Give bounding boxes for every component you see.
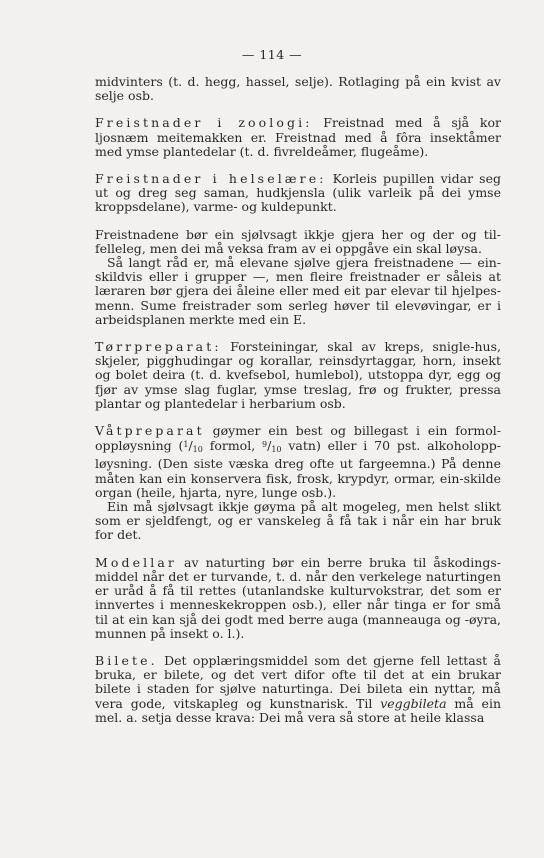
- paragraph-text: Freistnadene bør ein sjølvsagt ikkje gjera her og der og til-felleleg, men dei må veksa fram av ei oppgåve ein skal løysa.: [95, 226, 501, 256]
- spaced-heading-helselaere: Freistnader i helselære:: [95, 171, 327, 187]
- italic-term-veggbileta: veggbileta: [380, 695, 447, 711]
- paragraph-freistnadene: [95, 228, 501, 256]
- fraction-denominator: 10: [192, 445, 203, 455]
- paragraph-elevane: [95, 256, 501, 327]
- paragraph-text: midvinters (t. d. hegg, hassel, selje). Rotlaging på ein kvist av selje osb.: [95, 74, 501, 104]
- paragraph-text: Korleis pupillen vidar seg ut og dreg seg saman, hudkjensla (ulik varleik på dei ymse kroppsdelane), varme- og kuldepunkt.: [95, 171, 501, 215]
- paragraph-text: gøymer ein best og billegast i ein formol-oppløysning (: [95, 423, 501, 454]
- paragraph-torrpreparat: [95, 340, 501, 411]
- spaced-heading-bilete: Bilete.: [95, 652, 158, 668]
- paragraph-text: Freistnad med å sjå kor ljosnæm meitemakken er. Freistnad med å fôra insektåmer med ymse plantedelar (t. d. fivreldeåmer, flugeåme).: [95, 115, 501, 159]
- paragraph-rotlaging: [95, 75, 501, 103]
- paragraph-text: Ein må sjølvsagt ikkje gøyma på alt mogeleg, men helst slikt som er sjeldfengt, og er vanskeleg å få tak i når ein har bruk for det.: [95, 499, 501, 543]
- paragraph-text: vatn) eller i 70 pst. alkoholopp-løysning. (Den siste væska dreg ofte ut fargeemna.) På denne måten kan ein konservera fisk, frosk, krypdyr, ormar, ein-skilde organ (heile, hjarta, nyre, lunge osb.).: [95, 438, 502, 500]
- fraction-numerator: 9: [262, 440, 268, 450]
- paragraph-gøyma: [95, 500, 501, 543]
- paragraph-text: Det opplæringsmiddel som det gjerne fell lettast å bruka, er bilete, og det vert difor ofte til det at ein brukar bilete i staden for sjølve naturtinga. Dei bileta ein nyttar, må vera gode, vitskapleg og kunstnarisk. Til: [95, 652, 501, 711]
- paragraph-helselaere: [95, 172, 501, 215]
- spaced-heading-zoologi: Freistnader i zoologi:: [95, 115, 313, 131]
- paragraph-text: Så langt råd er, må elevane sjølve gjera freistnadene — ein-skildvis eller i grupper —, men fleire freistnader er såleis at læraren bør gjera dei åleine eller med eit par elevar til hjelpes-menn. Sume freistrader som serleg høver til elevøvingar, er i arbeidsplanen merkte med ein E.: [95, 255, 501, 327]
- paragraph-text: må ein mel. a. setja desse krava: Dei må vera så store at heile klassa: [95, 695, 501, 725]
- paragraph-vatpreparat: Våtpreparat gøymer ein best og billegast i ein formol-oppløysning ($^1$/10 formol, $^9$/10 vatn) eller i 70 pst. alkoholopp-løysning. (Den siste væska dreg ofte ut fargeemna.) På denne måten kan ein konservera fisk, frosk, krypdyr, ormar, ein-skilde organ (heile, hjarta, nyre, lunge osb.).: [95, 423, 502, 500]
- spaced-heading-vatpreparat: Våtpreparat: [95, 423, 205, 439]
- paragraph-text: Forsteiningar, skal av kreps, snigle-hus, skjeler, pigghudingar og korallar, reinsdyrtaggar, horn, insekt og bolet deira (t. d. kvefsebol, humlebol), utstoppa dyr, egg og fjør av ymse slag fuglar, ymse treslag, frø og frukter, pressa plantar og plantedelar i herbarium osb.: [95, 339, 501, 411]
- fraction-denominator: 10: [271, 445, 282, 455]
- paragraph-zoologi: [95, 116, 501, 159]
- spaced-heading-torrpreparat: Tørrpreparat:: [95, 339, 222, 355]
- spaced-heading-modellar: Modellar: [95, 554, 177, 570]
- fraction-numerator: 1: [183, 440, 189, 450]
- paragraph-text: formol,: [202, 438, 263, 454]
- page-number: — 114 —: [241, 47, 303, 62]
- paragraph-text: av naturting bør ein berre bruka til åskodings-middel når det er turvande, t. d. når den verkelege naturtingen er uråd å få til rettes (utanlandske kulturvokstrar, det som er innvertes i menneskekroppen osb.), eller når tinga er for små til at ein kan sjå dei godt med berre auga (manneauga og -øyra, munnen på insekt o. l.).: [95, 554, 501, 641]
- page-body: [95, 75, 501, 725]
- paragraph-modellar: [95, 556, 501, 641]
- paragraph-bilete: [95, 654, 501, 725]
